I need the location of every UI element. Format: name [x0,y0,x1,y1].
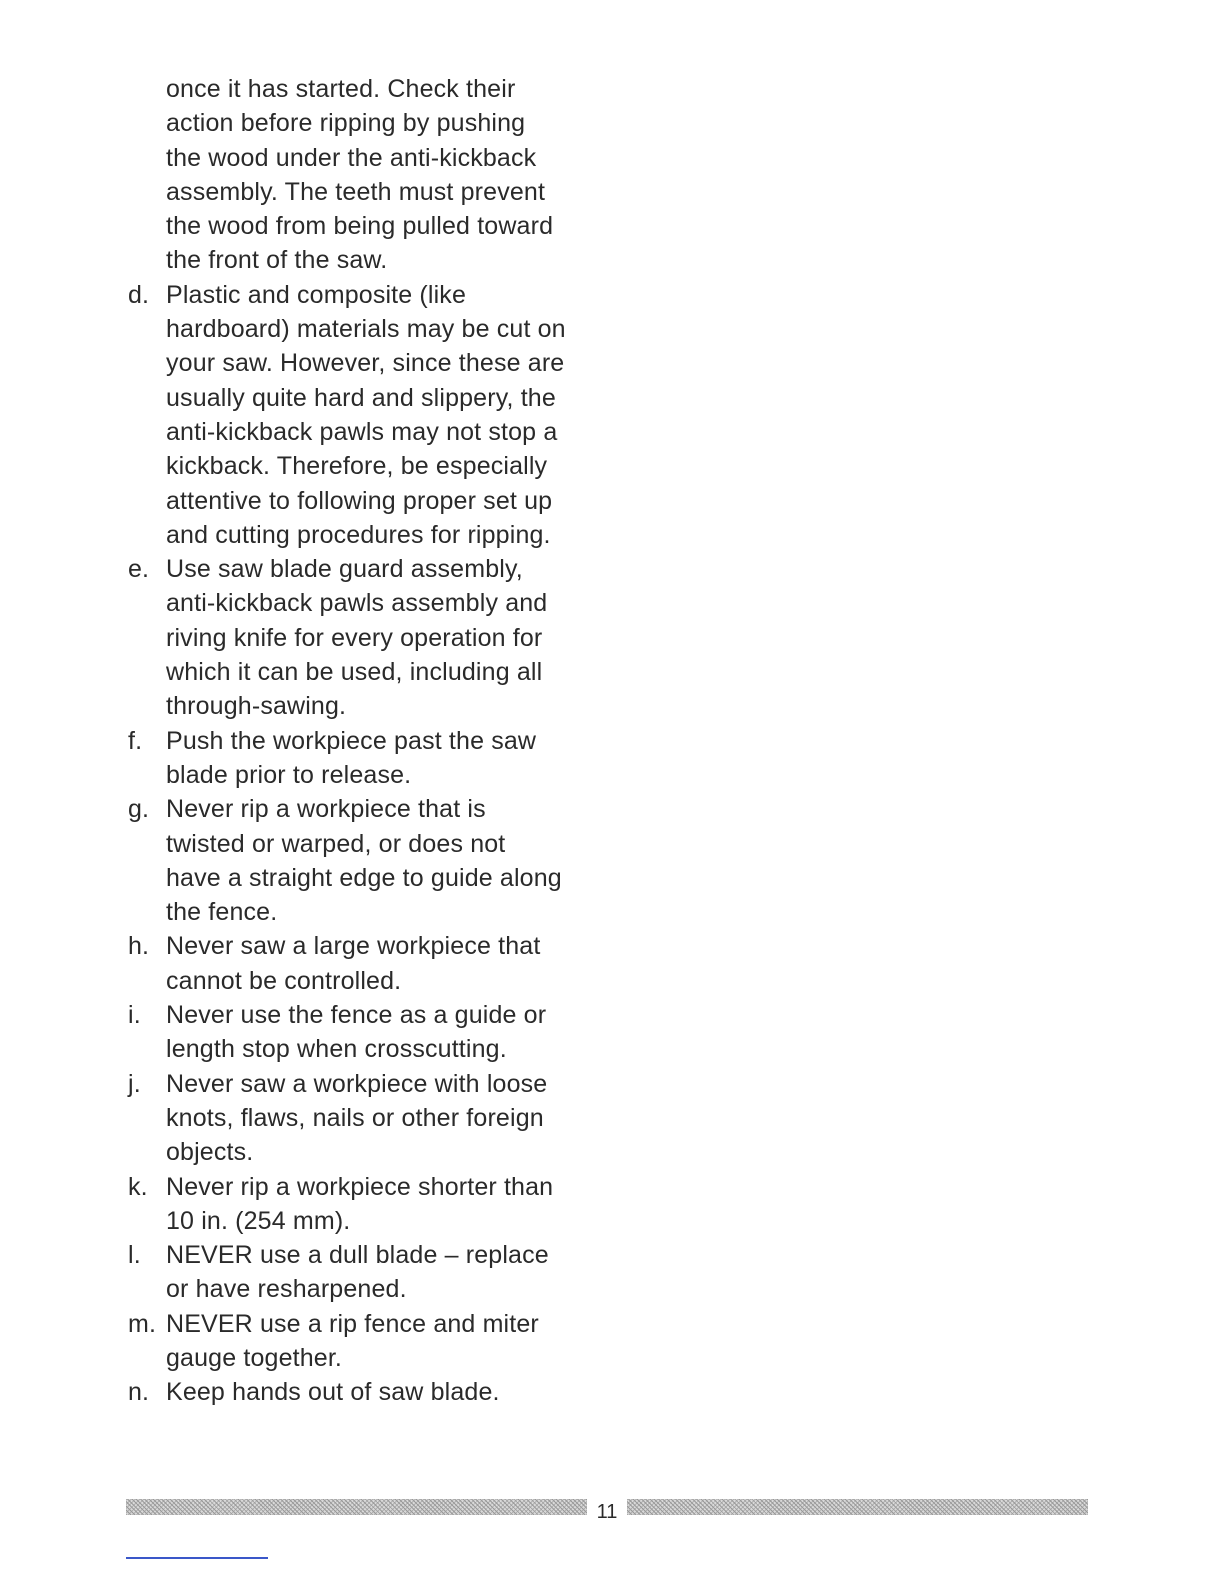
footer-rule-right [627,1499,1088,1515]
list-item [128,1238,598,1307]
list-item [128,998,598,1067]
bottom-divider [126,1557,268,1559]
page-number: 11 [596,1501,618,1523]
footer-rule-left [126,1499,587,1515]
list-item-marker: e. [128,555,150,584]
list-item-text: Never rip a workpiece shorter than 10 in. (254 mm). [166,1172,554,1235]
list-item [128,792,598,929]
list-item [128,1067,598,1170]
list-item [128,1375,598,1409]
list-item-text: NEVER use a dull blade – replace or have resharpened. [166,1241,549,1304]
list-item-marker: l. [128,1241,141,1270]
list-item-marker: n. [128,1378,150,1407]
list-item [128,552,598,723]
list-item [128,1307,598,1376]
list-item [128,1170,598,1239]
page-footer [126,1492,1088,1522]
list-item-marker: i. [128,1001,141,1030]
list-item [128,278,598,552]
list-item-marker: j. [128,1069,141,1098]
list-item [128,724,598,793]
list-item-text: Never saw a workpiece with loose knots, flaws, nails or other foreign objects. [166,1069,548,1167]
list-item-marker: m. [128,1309,157,1338]
list-item-text: Plastic and composite (like hardboard) materials may be cut on your saw. However, since these are usually quite hard and slippery, the anti-kickback pawls may not stop a kickback. Therefore, be especially attentive to following proper set up and cutting procedures for ripping. [166,280,566,549]
list-item-text: NEVER use a rip fence and miter gauge together. [166,1309,539,1372]
list-item [128,929,598,998]
list-item-text: Never rip a workpiece that is twisted or warped, or does not have a straight edge to guide along the fence. [166,795,562,927]
list-item-text: Keep hands out of saw blade. [166,1378,500,1407]
list-item-text: Never use the fence as a guide or length stop when crosscutting. [166,1001,547,1064]
list-item-marker: h. [128,932,150,961]
list-item-text: Use saw blade guard assembly, anti-kickback pawls assembly and riving knife for every operation for which it can be used, including all through-sawing. [166,555,548,721]
safety-text-column [128,72,598,1410]
list-item-marker: g. [128,795,150,824]
list-item-text: Never saw a large workpiece that cannot be controlled. [166,932,541,995]
list-item-marker: d. [128,280,150,309]
list-item-marker: k. [128,1172,148,1201]
list-item-marker: f. [128,726,143,755]
list-item-text: Push the workpiece past the saw blade prior to release. [166,726,537,789]
continued-paragraph: once it has started. Check their action before ripping by pushing the wood under the anti-kickback assembly. The teeth must prevent the wood from being pulled toward the front of the saw. [166,75,554,275]
